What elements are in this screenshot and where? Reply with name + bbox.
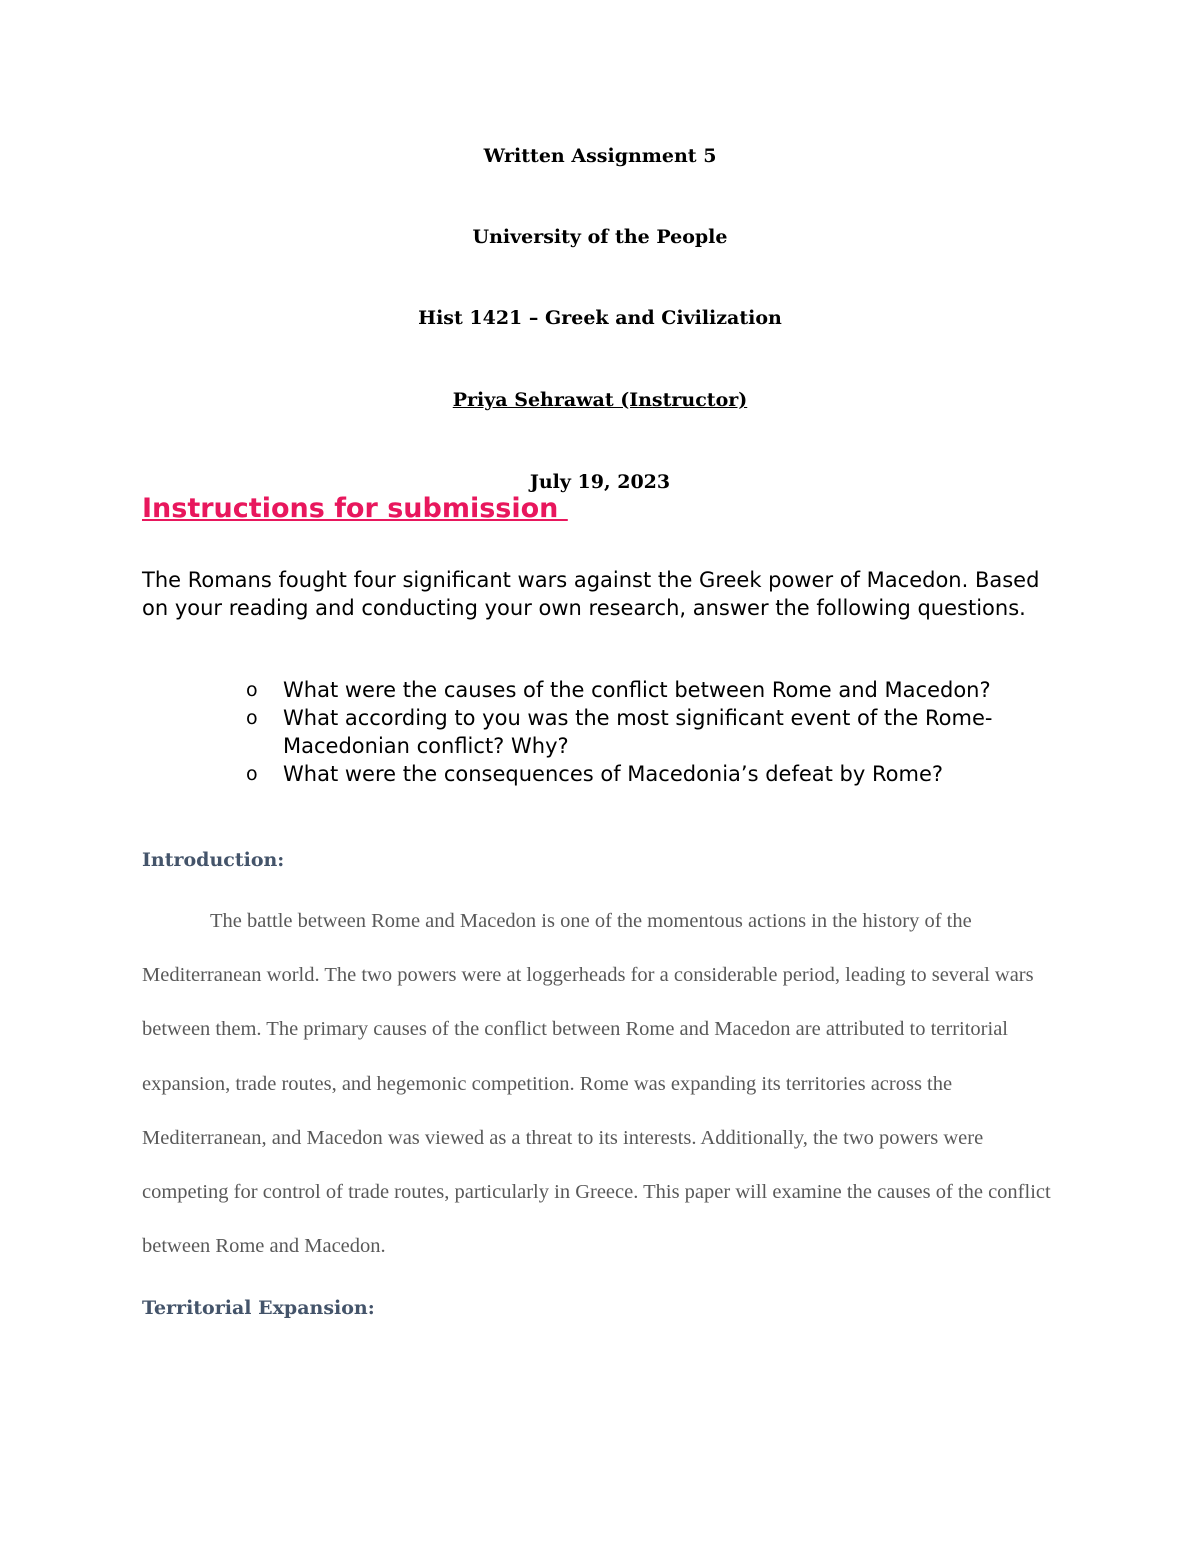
course-name: Hist 1421 – Greek and Civilization: [418, 307, 782, 329]
introduction-heading: Introduction:: [142, 849, 285, 871]
instructions-heading: Instructions for submission: [142, 493, 568, 524]
question-item: [246, 704, 1046, 760]
bullet-icon: o: [246, 707, 258, 729]
university-name: University of the People: [472, 226, 728, 248]
assignment-title: Written Assignment 5: [483, 145, 717, 167]
question-item: [246, 760, 1046, 788]
instructor-name: Priya Sehrawat (Instructor): [452, 389, 748, 411]
instructions-prompt: The Romans fought four significant wars against the Greek power of Macedon. Based on your reading and conducting your own research, answer the following questions.: [142, 568, 1040, 620]
question-item: [246, 676, 1046, 704]
introduction-paragraph: The battle between Rome and Macedon is one of the momentous actions in the history of the Mediterranean world. The two powers were at loggerheads for a considerable period, leading to several wars between them. The primary causes of the conflict between Rome and Macedon are attributed to territorial expansion, trade routes, and hegemonic competition. Rome was expanding its territories across the Mediterranean, and Macedon was viewed as a threat to its interests. Additionally, the two powers were competing for control of trade routes, particularly in Greece. This paper will examine the causes of the conflict between Rome and Macedon.: [142, 910, 1051, 1258]
question-list: [246, 676, 1046, 788]
question-text: What were the consequences of Macedonia’s defeat by Rome?: [283, 762, 944, 786]
question-text: What were the causes of the conflict between Rome and Macedon?: [283, 678, 991, 702]
bullet-icon: o: [246, 763, 258, 785]
bullet-icon: o: [246, 679, 258, 701]
territorial-expansion-heading: Territorial Expansion:: [142, 1297, 375, 1319]
question-text: What according to you was the most significant event of the Rome-Macedonian conflict? Why?: [283, 706, 993, 758]
document-date: July 19, 2023: [529, 471, 671, 493]
